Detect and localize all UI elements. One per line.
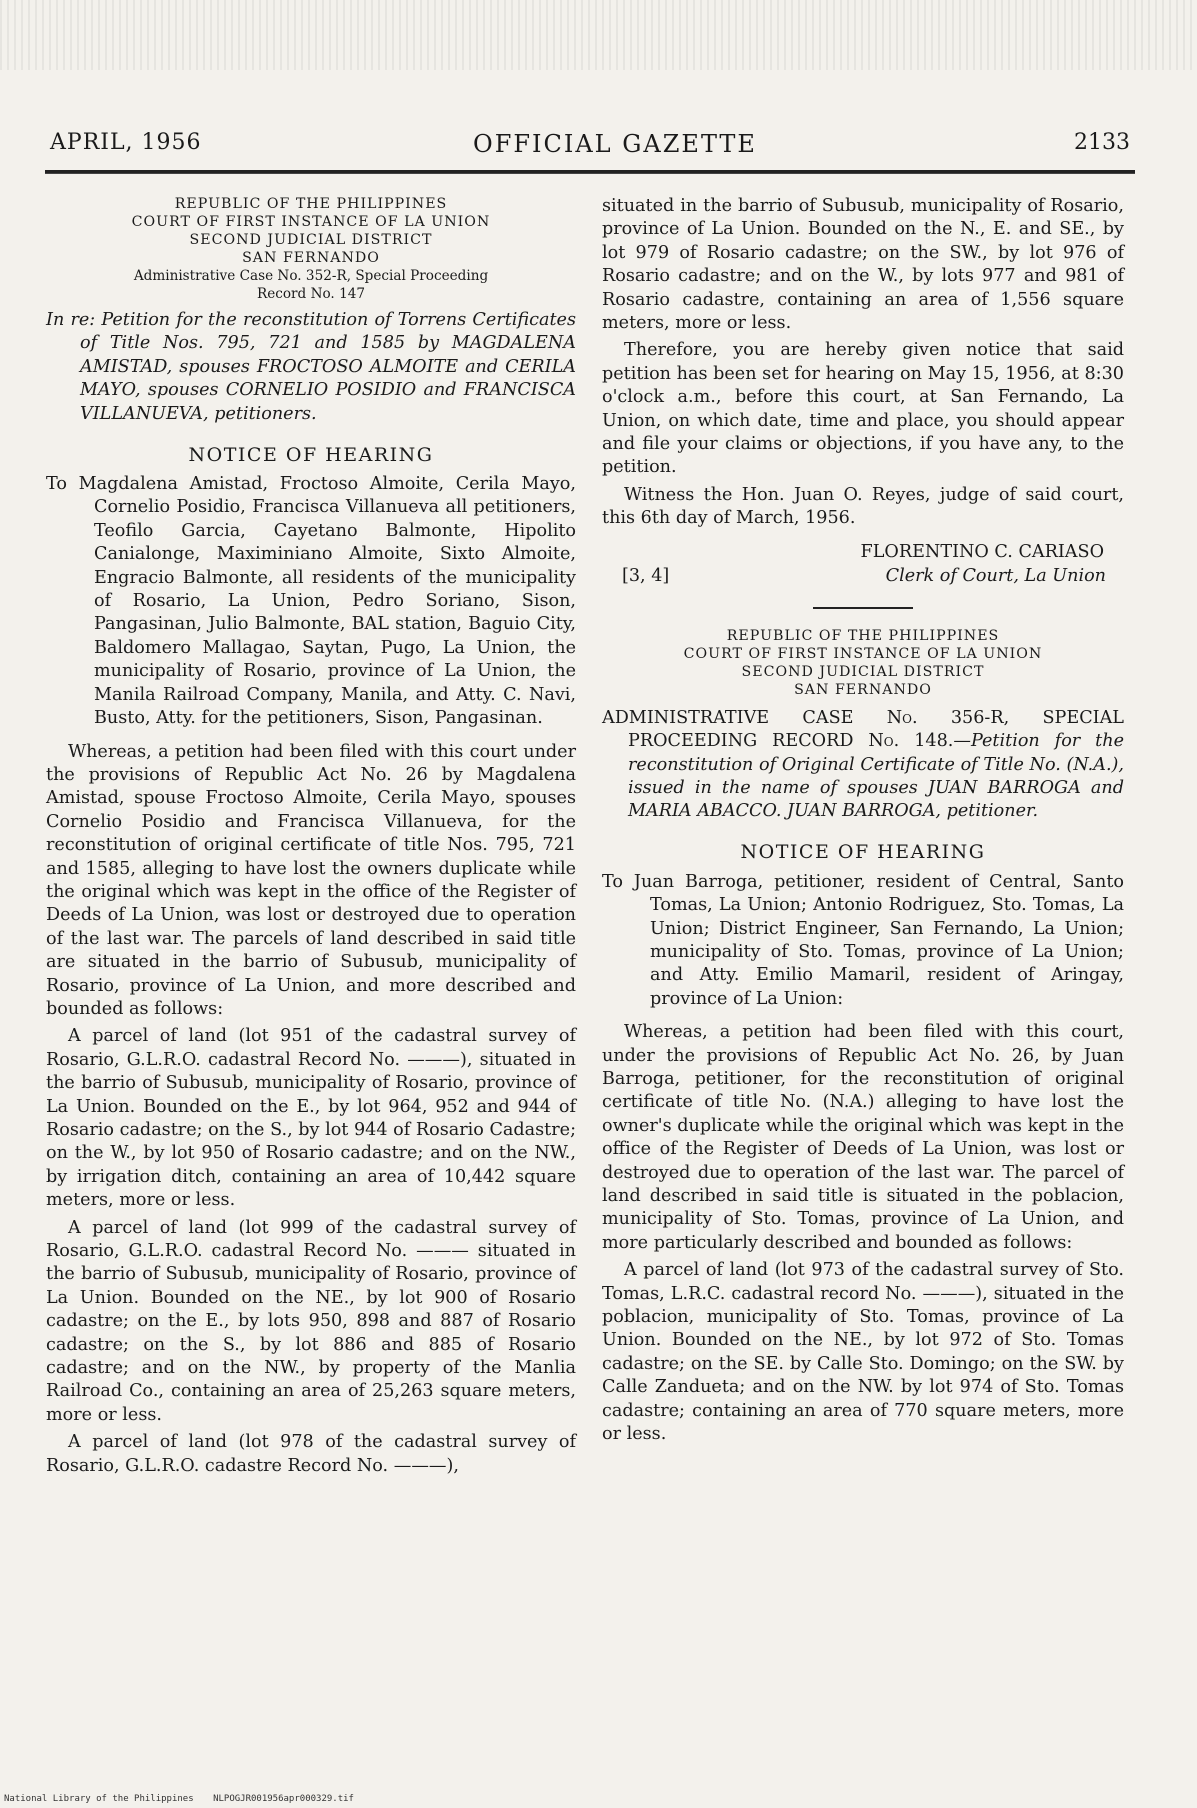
notice-divider bbox=[813, 607, 913, 609]
petition-caption-2 bbox=[602, 707, 1124, 824]
witness-paragraph: Witness the Hon. Juan O. Reyes, judge of said court, this 6th day of March, 1956. bbox=[602, 484, 1124, 529]
page-header bbox=[50, 130, 1130, 164]
petition-caption: In re: Petition for the reconstitution of Torrens Certificates of Title Nos. 795, 721 and 1585 by MAGDALENA AMISTAD, spouses FROCTOSO ALMOITE and CERILA MAYO, spouses CORNELIO POSIDIO and FRANCISCA VILLANUEVA, petitioners. bbox=[46, 310, 576, 424]
signature-block bbox=[602, 541, 1124, 589]
parcel-description-2: A parcel of land (lot 973 of the cadastral survey of Sto. Tomas, L.R.C. cadastral record No. ———), situated in the poblacion, municipality of Sto. Tomas, province of La Union. Bounded on the NE., by lot 972 of Sto. Tomas cadastre; on the SE. by Calle Sto. Domingo; on the SW. by Calle Zandueta; and on the NW. by lot 974 of Sto. Tomas cadastre; containing an area of 770 square meters, more or less. bbox=[602, 1260, 1124, 1445]
parcel-description: A parcel of land (lot 951 of the cadastral survey of Rosario, G.L.R.O. cadastral Record No. ———), situated in the barrio of Subusub, municipality of Rosario, province of La Union. Bounded on the E., by lot 964, 952 and 944 of Rosario cadastre; on the S., by lot 944 of Rosario Cadastre; on the W., by lot 950 of Rosario cadastre; and on the NW., by irrigation ditch, containing an area of 10,442 square meters, more or less. bbox=[46, 1026, 576, 1211]
whereas-paragraph-2: Whereas, a petition had been filed with this court, under the provisions of Republic Act No. 26, by Juan Barroga, petitioner, for the reconstitution of original certificate of title No. (N.A.) alleging to have lost the owner's duplicate while the original which was kept in the office of the Register of Deeds of La Union, was lost or destroyed due to operation of the last war. The parcel of land described in said title is situated in the poblacion, municipality of Sto. Tomas, province of La Union, and more particularly described and bounded as follows: bbox=[602, 1022, 1124, 1253]
court-line: SAN FERNANDO bbox=[794, 681, 932, 698]
petition-title: —Petition for the reconstitution of Original Certificate of Title No. (N.A.), issued in the name of spouses JUAN BARROGA and MARIA ABACCO. JUAN BARROGA, petitioner. bbox=[628, 731, 1124, 822]
page-number: 2133 bbox=[1074, 130, 1130, 155]
therefore-paragraph: Therefore, you are hereby given notice that said petition has been set for hearing on May 15, 1956, at 8:30 o'clock a.m., before this court, at San Fernando, La Union, on which date, time and place, you should appear and file your claims or objections, if you have any, to the petition. bbox=[602, 340, 1124, 478]
library-credit: National Library of the Philippines bbox=[4, 1794, 194, 1804]
addressees-2: To Juan Barroga, petitioner, resident of Central, Santo Tomas, La Union; Antonio Rodriguez, Sto. Tomas, La Union; District Engineer, San Fernando, La Union; municipality of Sto. Tomas, province of La Union; and Atty. Emilio Mamaril, resident of Aringay, province of La Union: bbox=[602, 871, 1124, 1009]
court-line: COURT OF FIRST INSTANCE OF LA UNION bbox=[131, 214, 491, 230]
notice-title: NOTICE OF HEARING bbox=[188, 443, 434, 466]
parcel-description: A parcel of land (lot 999 of the cadastral survey of Rosario, G.L.R.O. cadastral Record No. ——— situated in the barrio of Subusub, municipality of Rosario, province of La Union. Bounded on the NE., by lot 900 of Rosario cadastre; on the E., by lots 950, 898 and 887 of Rosario cadastre; on the S., by lot 886 and 885 of Rosario cadastre; and on the NW., by property of the Manlia Railroad Co., containing an area of 25,263 square meters, more or less. bbox=[46, 1217, 576, 1425]
publication-title: OFFICIAL GAZETTE bbox=[473, 130, 757, 158]
publication-ref: [3, 4] bbox=[622, 565, 670, 586]
court-line: SECOND JUDICIAL DISTRICT bbox=[741, 663, 985, 680]
signer-name: FLORENTINO C. CARIASO bbox=[860, 541, 1104, 562]
court-line: SECOND JUDICIAL DISTRICT bbox=[189, 232, 433, 248]
case-designation: ADMINISTRATIVE CASE No. 356-R, SPECIAL PROCEEDING RECORD No. 148. bbox=[602, 707, 1124, 752]
notice-title-2: NOTICE OF HEARING bbox=[740, 841, 986, 864]
right-column bbox=[602, 195, 1124, 1450]
file-name: NLPOGJR001956apr000329.tif bbox=[213, 1794, 354, 1804]
left-column bbox=[46, 195, 576, 1482]
header-rule bbox=[45, 170, 1135, 174]
addressees: To Magdalena Amistad, Froctoso Almoite, Cerila Mayo, Cornelio Posidio, Francisca Villanueva all petitioners, Teofilo Garcia, Cayetano Balmonte, Hipolito Canialonge, Maximiniano Almoite, Sixto Almoite, Engracio Balmonte, all residents of the municipality of Rosario, La Union, Pedro Soriano, Sison, Pangasinan, Julio Balmonte, BAL station, Baguio City, Baldomero Mallagao, Saytan, Pugo, La Union, the municipality of Rosario, province of La Union, the Manila Railroad Company, Manila, and Atty. C. Navi, Busto, Atty. for the petitioners, Sison, Pangasinan. bbox=[46, 474, 576, 729]
court-line: COURT OF FIRST INSTANCE OF LA UNION bbox=[683, 645, 1043, 662]
case-line: Administrative Case No. 352-R, Special Proceeding bbox=[133, 268, 489, 284]
case-line: Record No. 147 bbox=[256, 286, 366, 302]
court-line: REPUBLIC OF THE PHILIPPINES bbox=[174, 196, 448, 212]
parcel-description: A parcel of land (lot 978 of the cadastral survey of Rosario, G.L.R.O. cadastre Record No. ———), bbox=[46, 1432, 576, 1476]
court-line: REPUBLIC OF THE PHILIPPINES bbox=[726, 627, 1000, 644]
scan-footer bbox=[4, 1794, 354, 1804]
case-number bbox=[46, 267, 576, 303]
court-heading-1 bbox=[46, 195, 576, 267]
court-heading-2 bbox=[602, 627, 1124, 699]
parcel-continuation: situated in the barrio of Subusub, municipality of Rosario, province of La Union. Bounded on the N., E. and SE., by lot 979 of Rosario cadastre; on the SW., by lot 976 of Rosario cadastre; and on the W., by lots 977 and 981 of Rosario cadastre, containing an area of 1,556 square meters, more or less. bbox=[602, 196, 1124, 334]
scan-noise bbox=[0, 0, 1197, 70]
issue-date: APRIL, 1956 bbox=[50, 130, 202, 155]
whereas-paragraph: Whereas, a petition had been filed with this court under the provisions of Republic Act No. 26 by Magdalena Amistad, spouse Froctoso Almoite, Cerila Mayo, spouses Cornelio Posidio and Francisca Villanueva, for the reconstitution of original certificate of title Nos. 795, 721 and 1585, alleging to have lost the owners duplicate while the original which was kept in the office of the Register of Deeds of La Union, was lost or destroyed due to operation of the last war. The parcels of land described in said title are situated in the barrio of Subusub, municipality of Rosario, province of La Union, and more described and bounded as follows: bbox=[46, 741, 576, 1019]
signer-title: Clerk of Court, La Union bbox=[885, 565, 1106, 586]
court-line: SAN FERNANDO bbox=[242, 250, 380, 266]
